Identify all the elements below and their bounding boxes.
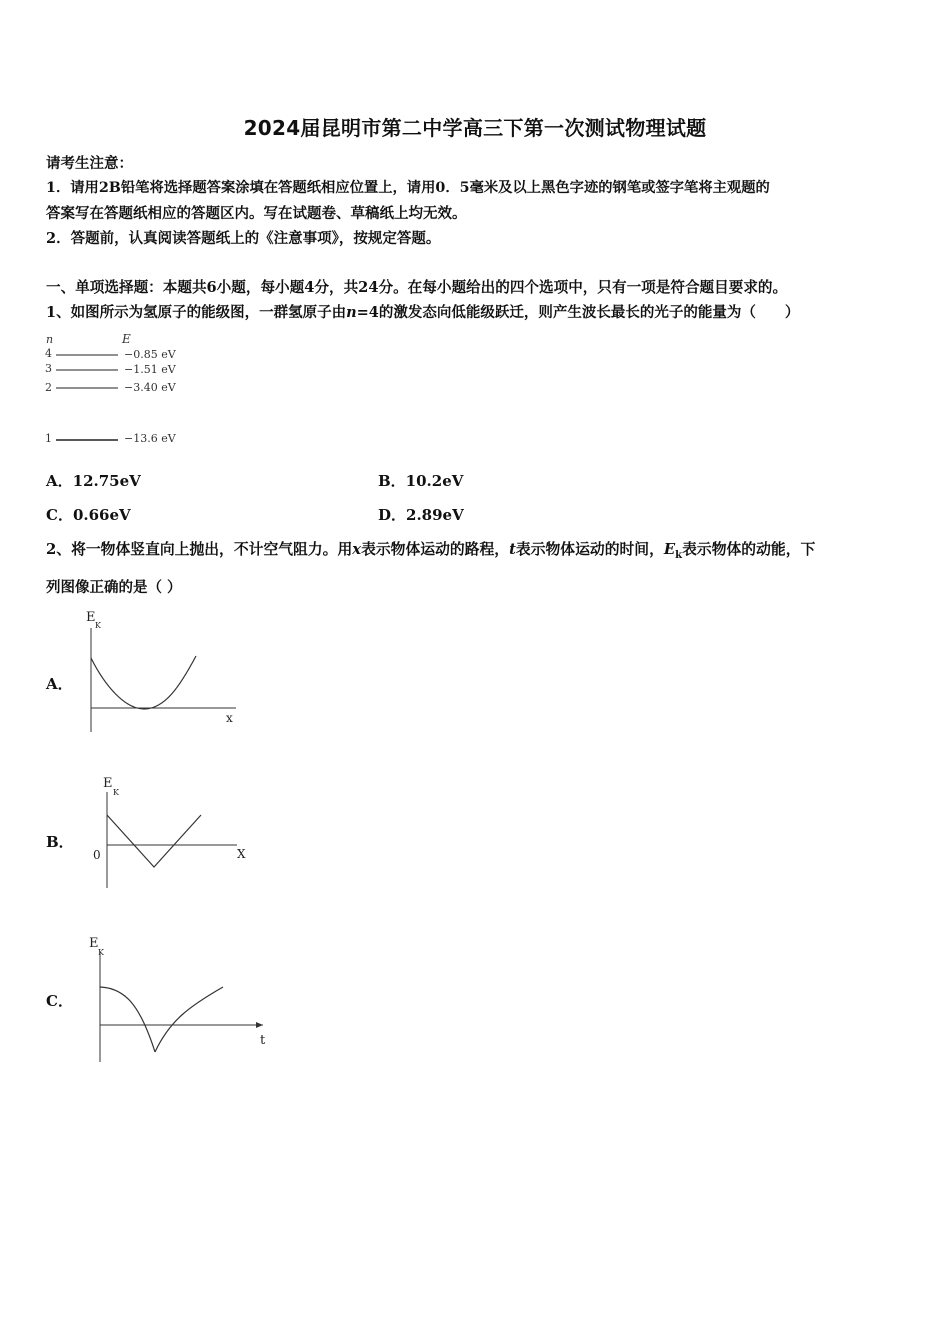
question-2-stem (46, 538, 815, 561)
graph-c-x-arrow (256, 1022, 263, 1028)
graph-c-curve-up (155, 987, 223, 1052)
q1-option-a[interactable]: A．12.75eV (46, 472, 141, 490)
q1-stem-part-a: 1、如图所示为氢原子的能级图，一群氢原子由 (46, 304, 347, 321)
graph-a-curve (91, 656, 196, 709)
notice-1-line-2: 答案写在答题纸相应的答题区内。写在试题卷、草稿纸上均无效。 (46, 205, 467, 222)
page-title: 2024届昆明市第二中学高三下第一次测试物理试题 (243, 116, 707, 140)
q1-option-b[interactable]: B．10.2eV (378, 472, 464, 490)
question-2-stem-line-2: 列图像正确的是（ ） (46, 579, 182, 596)
level-1-energy: −13.6 eV (124, 432, 176, 445)
q1-option-c[interactable]: C．0.66eV (46, 506, 131, 524)
q2-stem-part-c: 表示物体运动的时间， (515, 541, 664, 558)
graph-a-x-label: x (226, 711, 233, 725)
level-2-energy: −3.40 eV (124, 381, 176, 394)
q2-option-c-graph[interactable] (80, 930, 275, 1065)
notice-heading: 请考生注意： (46, 155, 133, 172)
q2-stem-ek: E (663, 541, 676, 558)
level-2-n: 2 (45, 381, 52, 394)
q2-option-b-graph[interactable] (85, 772, 255, 897)
level-3-n: 3 (45, 362, 52, 375)
graph-c-y-sub: K (98, 948, 104, 957)
q2-stem-ek-sub: k (675, 549, 683, 561)
level-3-energy: −1.51 eV (124, 363, 176, 376)
section-heading: 一、单项选择题：本题共6小题，每小题4分，共24分。在每小题给出的四个选项中，只有一项是符合题目要求的。 (46, 279, 788, 296)
notice-2: 2．答题前，认真阅读答题纸上的《注意事项》，按规定答题。 (46, 230, 441, 247)
graph-c-y-label: E (89, 936, 99, 951)
graph-a-y-label: E (86, 610, 96, 625)
q2-stem-part-d: 表示物体的动能，下 (682, 541, 816, 558)
q1-stem-variable: n (346, 304, 357, 321)
q2-option-c-label[interactable]: C． (46, 992, 73, 1010)
diagram-e-header: E (122, 332, 131, 346)
q1-option-d[interactable]: D．2.89eV (378, 506, 464, 524)
q1-stem-part-b: =4的激发态向低能级跃迁，则产生波长最长的光子的能量为（ ） (356, 304, 800, 321)
q2-option-b-label[interactable]: B． (46, 833, 74, 851)
q2-stem-part-a: 2、将一物体竖直向上抛出，不计空气阻力。用 (46, 541, 353, 558)
energy-level-diagram (40, 330, 200, 450)
graph-c-x-label: t (260, 1033, 266, 1048)
level-4-n: 4 (45, 347, 52, 360)
diagram-n-header: n (46, 333, 54, 346)
question-1-stem (46, 301, 799, 322)
q2-stem-t: t (509, 541, 516, 558)
q2-stem-x: x (352, 541, 362, 558)
graph-c-curve-down (100, 987, 155, 1052)
notice-1-line-1: 1．请用2B铅笔将选择题答案涂填在答题纸相应位置上，请用0．5毫米及以上黑色字迹的钢笔或签字笔将主观题的 (46, 180, 770, 196)
graph-b-x-label: X (237, 847, 246, 861)
graph-b-origin: 0 (93, 848, 101, 862)
q2-stem-part-b: 表示物体运动的路程， (361, 541, 510, 558)
q2-option-a-label[interactable]: A． (46, 675, 73, 693)
graph-b-y-sub: K (113, 788, 119, 797)
graph-b-curve (107, 815, 201, 867)
level-4-energy: −0.85 eV (124, 348, 176, 361)
q2-option-a-graph[interactable] (80, 606, 250, 736)
level-1-n: 1 (45, 432, 52, 445)
graph-a-y-sub: K (95, 621, 101, 630)
graph-b-y-label: E (103, 776, 113, 791)
